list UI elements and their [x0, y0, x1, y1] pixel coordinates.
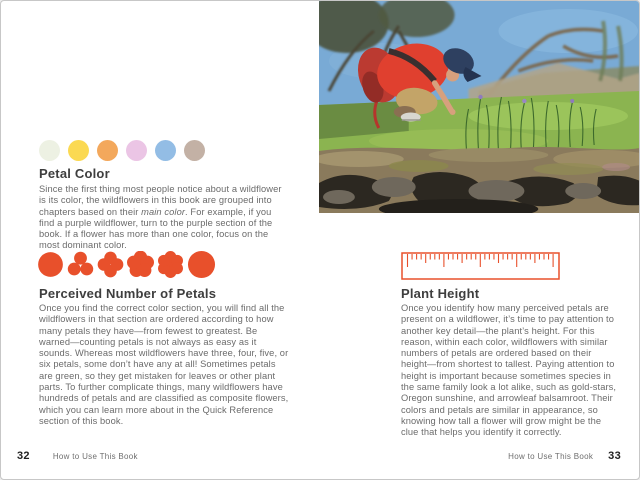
right-page-number: 33 [608, 450, 621, 462]
petal-color-swatch [97, 140, 118, 161]
left-running-title: How to Use This Book [52, 452, 138, 461]
plant-height-heading: Plant Height [401, 286, 480, 301]
ruler-icon [401, 252, 561, 281]
one-petal-icon [37, 251, 64, 278]
petal-color-swatch [126, 140, 147, 161]
petal-color-swatch [68, 140, 89, 161]
petal-color-italic-text: main color [141, 206, 186, 217]
plant-height-paragraph: Once you identify how many perceived petals are present on a wildflower, it’s time to pay attention to another key detail—the plant’s height. For this reason, within each color, wildflowers with similar numbers of petals are ordered based on their height—from shortest to tallest. Paying attention to height is important because sometimes species in the same family look a lot alike, such as gold-stars, Oregon sunshine, and arrowleaf balsamroot. Their colors and petals are similar in appearance, so knowing how tall a flower will grow might be the clue that helps you identify it correctly. [401, 303, 617, 438]
left-page-footer [17, 450, 138, 462]
composite-many-petals-icon [187, 250, 216, 279]
petal-color-swatch [184, 140, 205, 161]
petal-color-swatches [39, 140, 205, 161]
petal-color-heading: Petal Color [39, 166, 110, 181]
petal-color-swatch [155, 140, 176, 161]
petal-color-swatch [39, 140, 60, 161]
perceived-petals-paragraph: Once you find the correct color section, you will find all the wildflowers in that section are ordered according to how many petals they have—from fewest to greatest. Be warned—counting petals is not always as easy as it sounds. Whereas most wildflowers have three, four, five, or six petals, some don’t have any at all! Sometimes petals are green, so they get mistaken for leaves or other plant parts. To further complicate things, many wildflowers have hundreds of petals and are classified as composite flowers, which you can learn more about in the Quick Reference section of this book. [39, 303, 289, 426]
petal-color-paragraph [39, 184, 289, 252]
perceived-petals-heading: Perceived Number of Petals [39, 286, 217, 301]
petal-color-text: . For example, if you find a purple wildflower, turn to the purple section of the book. If a flower has more than one color, focus on the most dominant color. [39, 206, 273, 251]
field-photo [319, 1, 640, 213]
field-photo-illustration [319, 1, 640, 213]
six-petals-icon [157, 251, 184, 278]
left-page-number: 32 [17, 450, 30, 462]
four-petals-icon [97, 251, 124, 278]
petal-color-text: Since the first thing most people notice about a wildflower is its color, the wildflowers in this book are grouped into chapters based on their [39, 184, 282, 217]
five-petals-icon [127, 251, 154, 278]
right-running-title: How to Use This Book [508, 452, 594, 461]
three-petals-icon [67, 251, 94, 278]
petal-count-icons [37, 250, 216, 279]
right-page-footer [508, 450, 621, 462]
